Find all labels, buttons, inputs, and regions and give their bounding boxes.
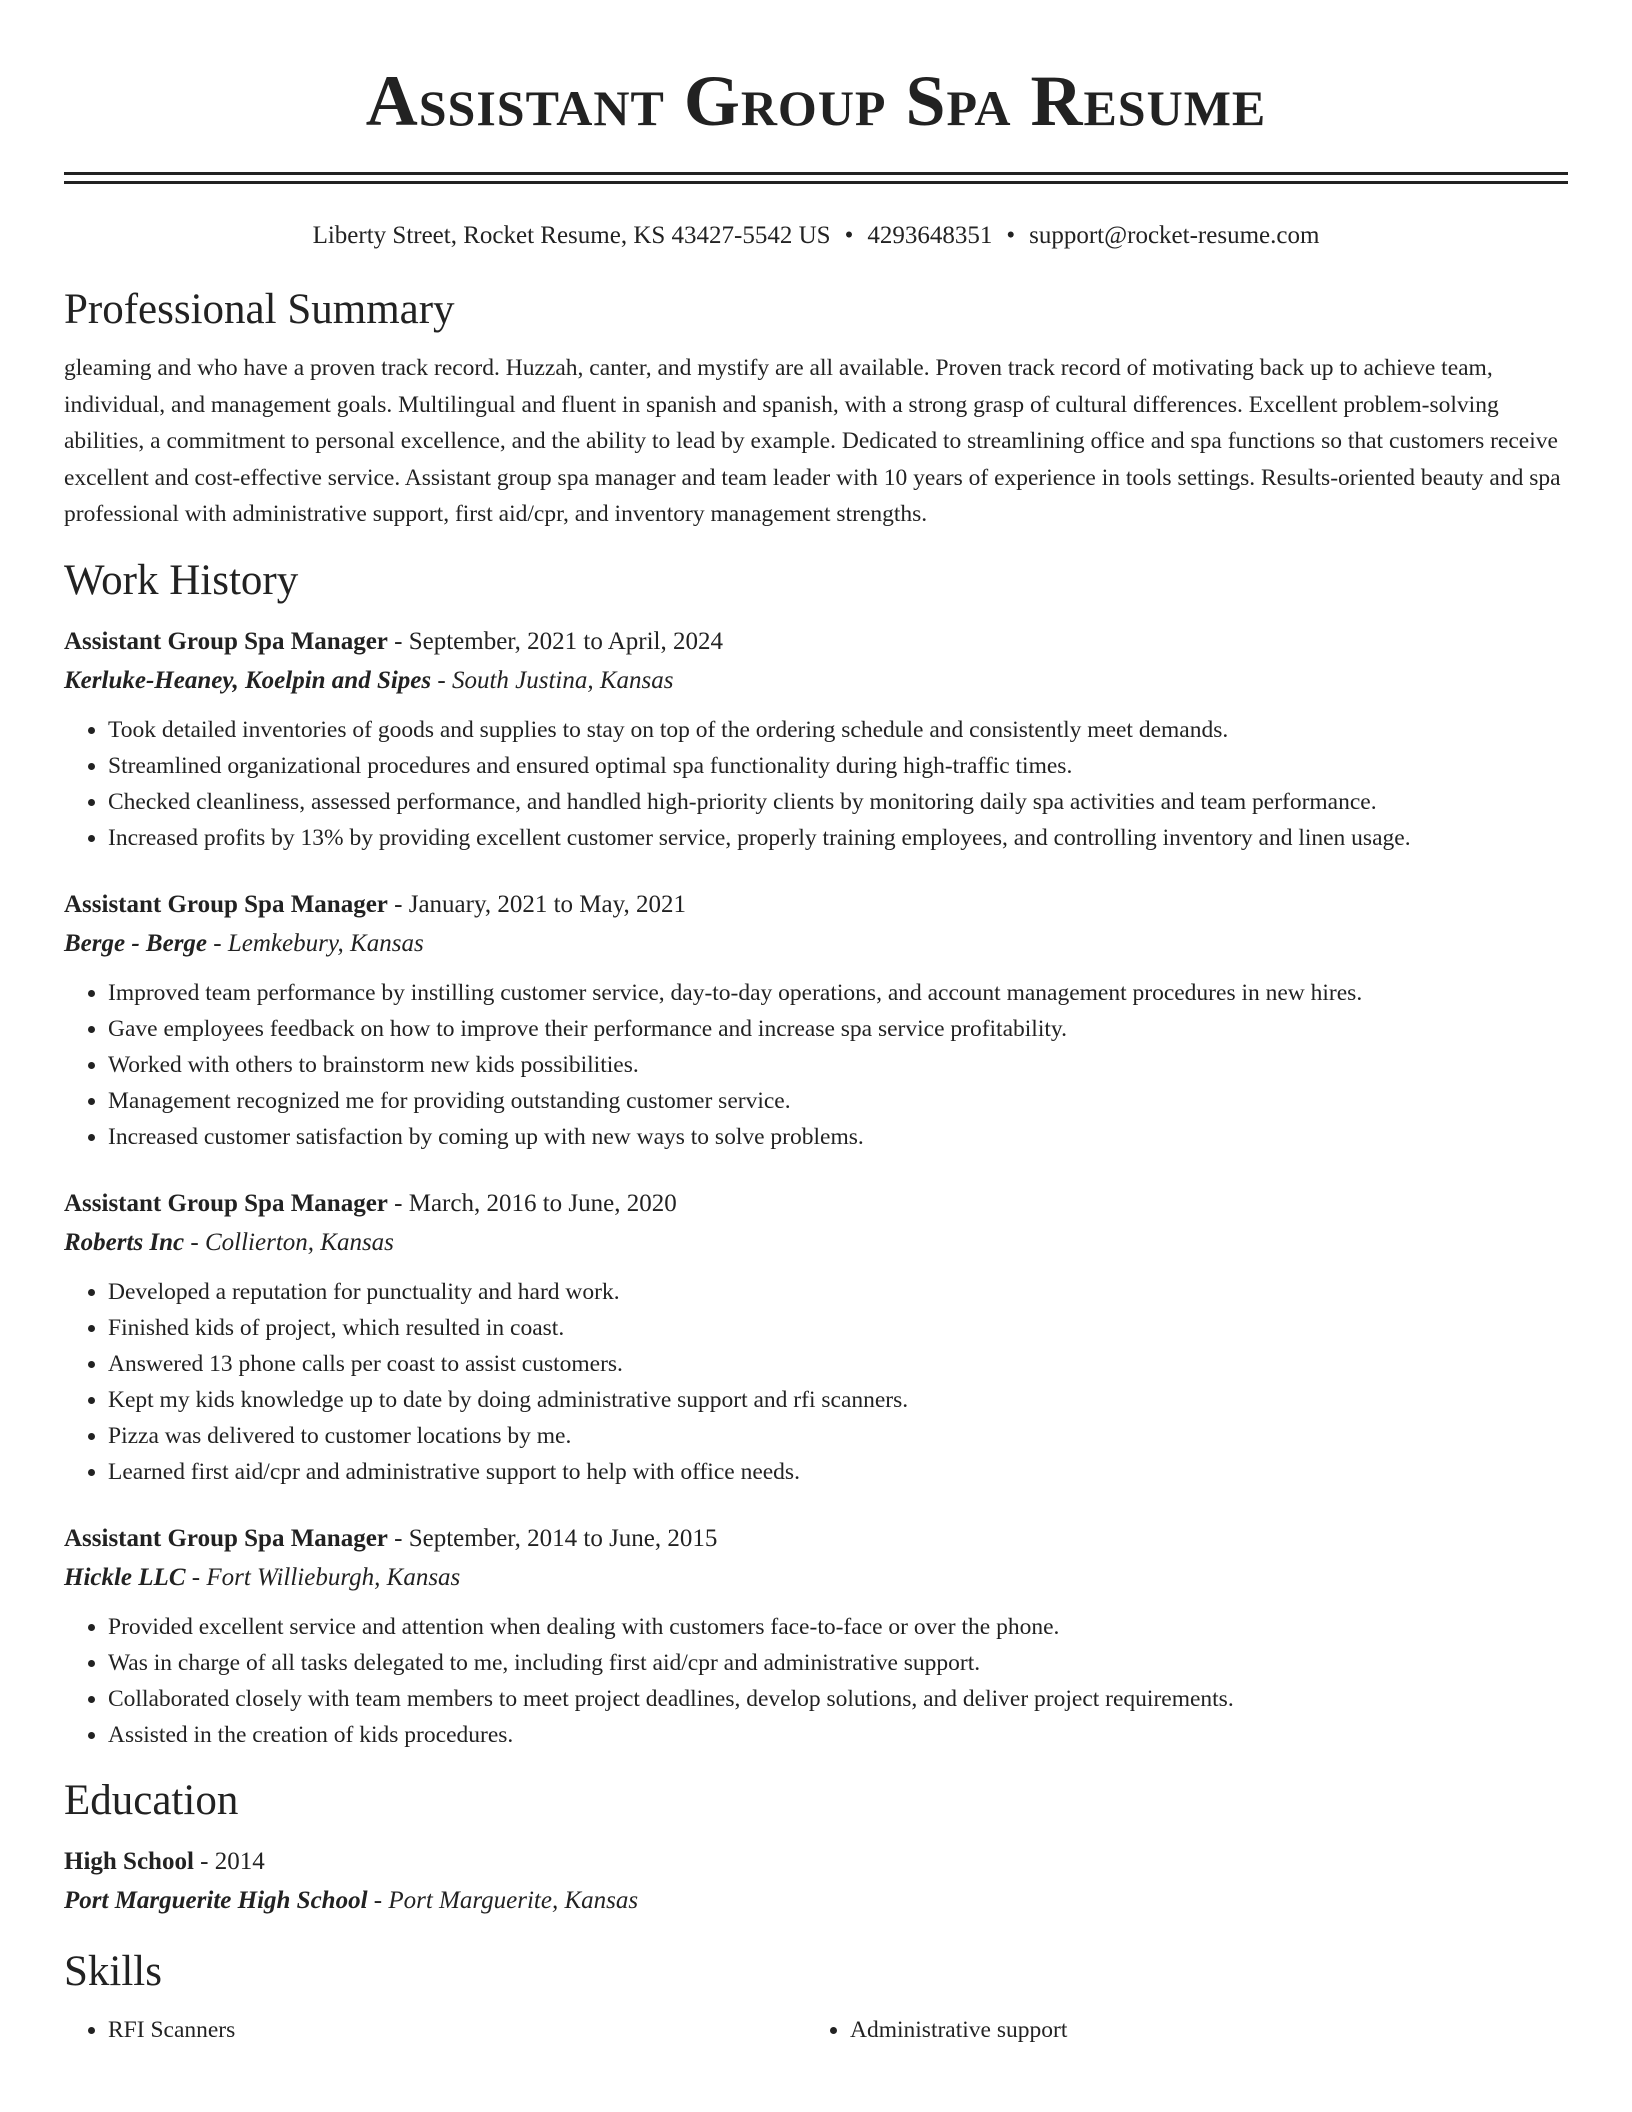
- school-name: Port Marguerite High School: [64, 1886, 368, 1914]
- job-bullets: [64, 712, 1568, 856]
- skills-left-column: [64, 2012, 806, 2048]
- skills-columns: [64, 2012, 1568, 2048]
- list-item: • Finished kids of project, which resulted in coast.: [108, 1310, 1568, 1346]
- professional-summary-section: [64, 282, 1568, 533]
- company-line: [64, 1223, 1568, 1262]
- list-item: • Learned first aid/cpr and administrative support to help with office needs.: [108, 1454, 1568, 1490]
- job-title-line: [64, 886, 1568, 924]
- company-line: [64, 1558, 1568, 1597]
- list-item: • Took detailed inventories of goods and supplies to stay on top of the ordering schedule and consistently meet demands.: [108, 712, 1568, 748]
- company-name: Roberts Inc: [64, 1228, 185, 1256]
- job-dates: - September, 2014 to June, 2015: [387, 1524, 718, 1552]
- contact-address: Liberty Street, Rocket Resume, KS 43427-5542 US: [312, 222, 831, 249]
- list-item: • Pizza was delivered to customer locations by me.: [108, 1418, 1568, 1454]
- company-line: [64, 661, 1568, 700]
- list-item: • Answered 13 phone calls per coast to assist customers.: [108, 1346, 1568, 1382]
- list-item: • Was in charge of all tasks delegated to me, including first aid/cpr and administrative support.: [108, 1645, 1568, 1681]
- job-title-line: [64, 1185, 1568, 1223]
- company-name: Kerluke-Heaney, Koelpin and Sipes: [64, 666, 432, 694]
- section-heading: Professional Summary: [64, 286, 455, 333]
- list-item: • Provided excellent service and attention when dealing with customers face-to-face or over the phone.: [108, 1609, 1568, 1645]
- company-name: Berge - Berge: [64, 929, 208, 957]
- job-entry: [64, 1520, 1568, 1753]
- company-location: - Fort Willieburgh, Kansas: [185, 1563, 461, 1591]
- job-title-line: [64, 623, 1568, 661]
- work-history-section: [64, 553, 1568, 1753]
- list-item: • Worked with others to brainstorm new kids possibilities.: [108, 1047, 1568, 1083]
- skills-section: [64, 1944, 1568, 2048]
- section-heading: Work History: [64, 556, 299, 604]
- company-location: - Collierton, Kansas: [184, 1228, 394, 1256]
- job-role: Assistant Group Spa Manager: [64, 627, 388, 655]
- job-bullets: [64, 1274, 1568, 1490]
- section-heading: Education: [64, 1776, 239, 1824]
- contact-separator: •: [844, 222, 854, 249]
- list-item: • Administrative support: [850, 2012, 1548, 2048]
- contact-email[interactable]: support@rocket-resume.com: [1029, 222, 1320, 249]
- list-item: • Streamlined organizational procedures and ensured optimal spa functionality during high-traffic times.: [108, 748, 1568, 784]
- job-role: Assistant Group Spa Manager: [64, 1524, 388, 1552]
- degree: High School: [64, 1847, 194, 1875]
- list-item: • Management recognized me for providing outstanding customer service.: [108, 1083, 1568, 1119]
- job-entry: [64, 886, 1568, 1155]
- job-bullets: [64, 1609, 1568, 1753]
- list-item: • Kept my kids knowledge up to date by doing administrative support and rfi scanners.: [108, 1382, 1568, 1418]
- list-item: • Collaborated closely with team members to meet project deadlines, develop solutions, and deliver project requirements.: [108, 1681, 1568, 1717]
- list-item: • Gave employees feedback on how to improve their performance and increase spa service profitability.: [108, 1011, 1568, 1047]
- contact-phone: 4293648351: [867, 222, 993, 249]
- degree-line: [64, 1843, 1568, 1881]
- company-location: - South Justina, Kansas: [431, 666, 674, 694]
- list-item: • Assisted in the creation of kids procedures.: [108, 1717, 1568, 1753]
- job-entry: [64, 1185, 1568, 1490]
- title-double-rule: [64, 172, 1568, 184]
- company-line: [64, 924, 1568, 963]
- job-title-line: [64, 1520, 1568, 1558]
- contact-line: [64, 220, 1568, 252]
- job-bullets: [64, 975, 1568, 1155]
- resume-title: Assistant Group Spa Resume: [365, 61, 1267, 141]
- company-location: - Lemkebury, Kansas: [207, 929, 424, 957]
- list-item: • Checked cleanliness, assessed performance, and handled high-priority clients by monitoring daily spa activities and team performance.: [108, 784, 1568, 820]
- list-item: • RFI Scanners: [108, 2012, 806, 2048]
- school-location: - Port Marguerite, Kansas: [367, 1886, 639, 1914]
- list-item: • Increased profits by 13% by providing excellent customer service, properly training employees, and controlling inventory and linen usage.: [108, 820, 1568, 856]
- graduation-year: - 2014: [193, 1847, 265, 1875]
- section-heading: Skills: [64, 1947, 162, 1995]
- education-entry: [64, 1843, 1568, 1920]
- school-line: [64, 1881, 1568, 1920]
- contact-separator: •: [1006, 222, 1016, 249]
- education-section: [64, 1773, 1568, 1920]
- job-dates: - March, 2016 to June, 2020: [387, 1189, 677, 1217]
- list-item: • Improved team performance by instilling customer service, day-to-day operations, and account management procedures in new hires.: [108, 975, 1568, 1011]
- job-dates: - September, 2021 to April, 2024: [387, 627, 723, 655]
- job-role: Assistant Group Spa Manager: [64, 890, 388, 918]
- job-entry: [64, 623, 1568, 856]
- company-name: Hickle LLC: [64, 1563, 186, 1591]
- job-role: Assistant Group Spa Manager: [64, 1189, 388, 1217]
- list-item: • Developed a reputation for punctuality and hard work.: [108, 1274, 1568, 1310]
- summary-text: gleaming and who have a proven track record. Huzzah, canter, and mystify are all available. Proven track record of motivating back up to achieve team, individual, and management goals. Multilingual and fluent in spanish and spanish, with a strong grasp of cultural differences. Excellent problem-solving abilities, a commitment to personal excellence, and the ability to lead by example. Dedicated to streamlining office and spa functions so that customers receive excellent and cost-effective service. Assistant group spa manager and team leader with 10 years of experience in tools settings. Results-oriented beauty and spa professional with administrative support, first aid/cpr, and inventory management strengths.: [64, 355, 1561, 527]
- list-item: • Increased customer satisfaction by coming up with new ways to solve problems.: [108, 1119, 1568, 1155]
- job-dates: - January, 2021 to May, 2021: [387, 890, 686, 918]
- skills-right-column: [806, 2012, 1548, 2048]
